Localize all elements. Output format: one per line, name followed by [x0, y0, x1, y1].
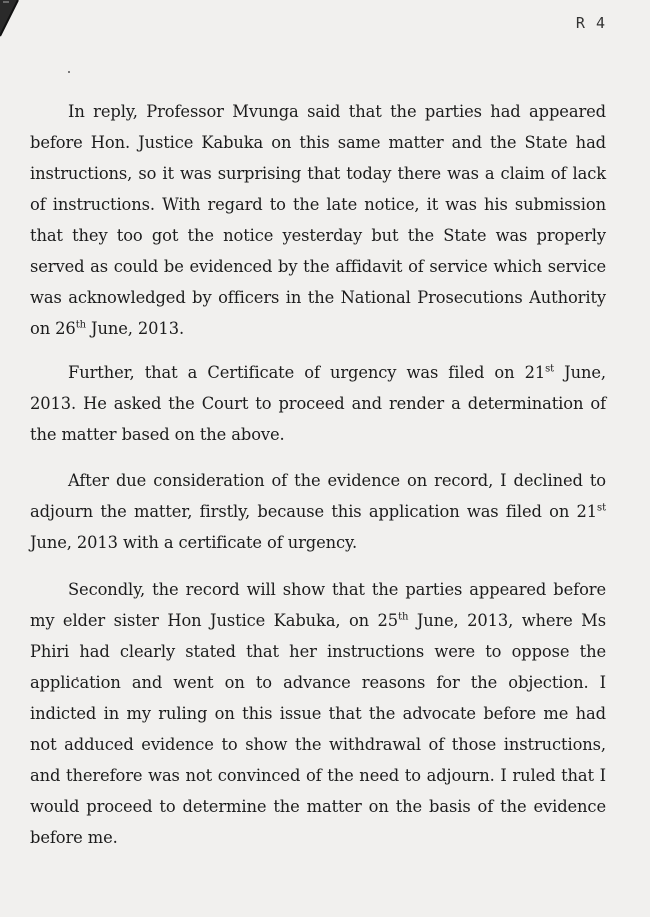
scan-speck: [68, 71, 70, 73]
page-number: R 4: [575, 14, 606, 32]
paragraph-reply: In reply, Professor Mvunga said that the parties had appeared before Hon. Justice Kabuka on this same matter and the State had instructions, so it was surprising that today there was a claim of lack of instructions. With regard to the late notice, it was his submission that they too got the notice yesterday but the State was properly served as could be evidenced by the affidavit of service which service was acknowledged by officers in the National Prosecutions Authority on 26th June, 2013.: [30, 102, 606, 338]
paragraph-certificate-of-urgency: Further, that a Certificate of urgency was filed on 21st June, 2013. He asked the Court to proceed and render a determination of the matter based on the above.: [30, 363, 606, 444]
paragraph-secondly-ruling: Secondly, the record will show that the parties appeared before my elder sister Hon Justice Kabuka, on 25th June, 2013, where Ms Phiri had clearly stated that her instructions were to oppose the application and went on to advance reasons for the objection. I indicted in my ruling on this issue that the advocate before me had not adduced evidence to show the withdrawal of those instructions, and therefore was not convinced of the need to adjourn. I ruled that I would proceed to determine the matter on the basis of the evidence before me.: [30, 580, 606, 847]
paragraph-declined-adjourn: After due consideration of the evidence on record, I declined to adjourn the matter, firstly, because this application was filed on 21st June, 2013 with a certificate of urgency.: [30, 471, 606, 552]
scan-corner-mark: [0, 0, 34, 40]
